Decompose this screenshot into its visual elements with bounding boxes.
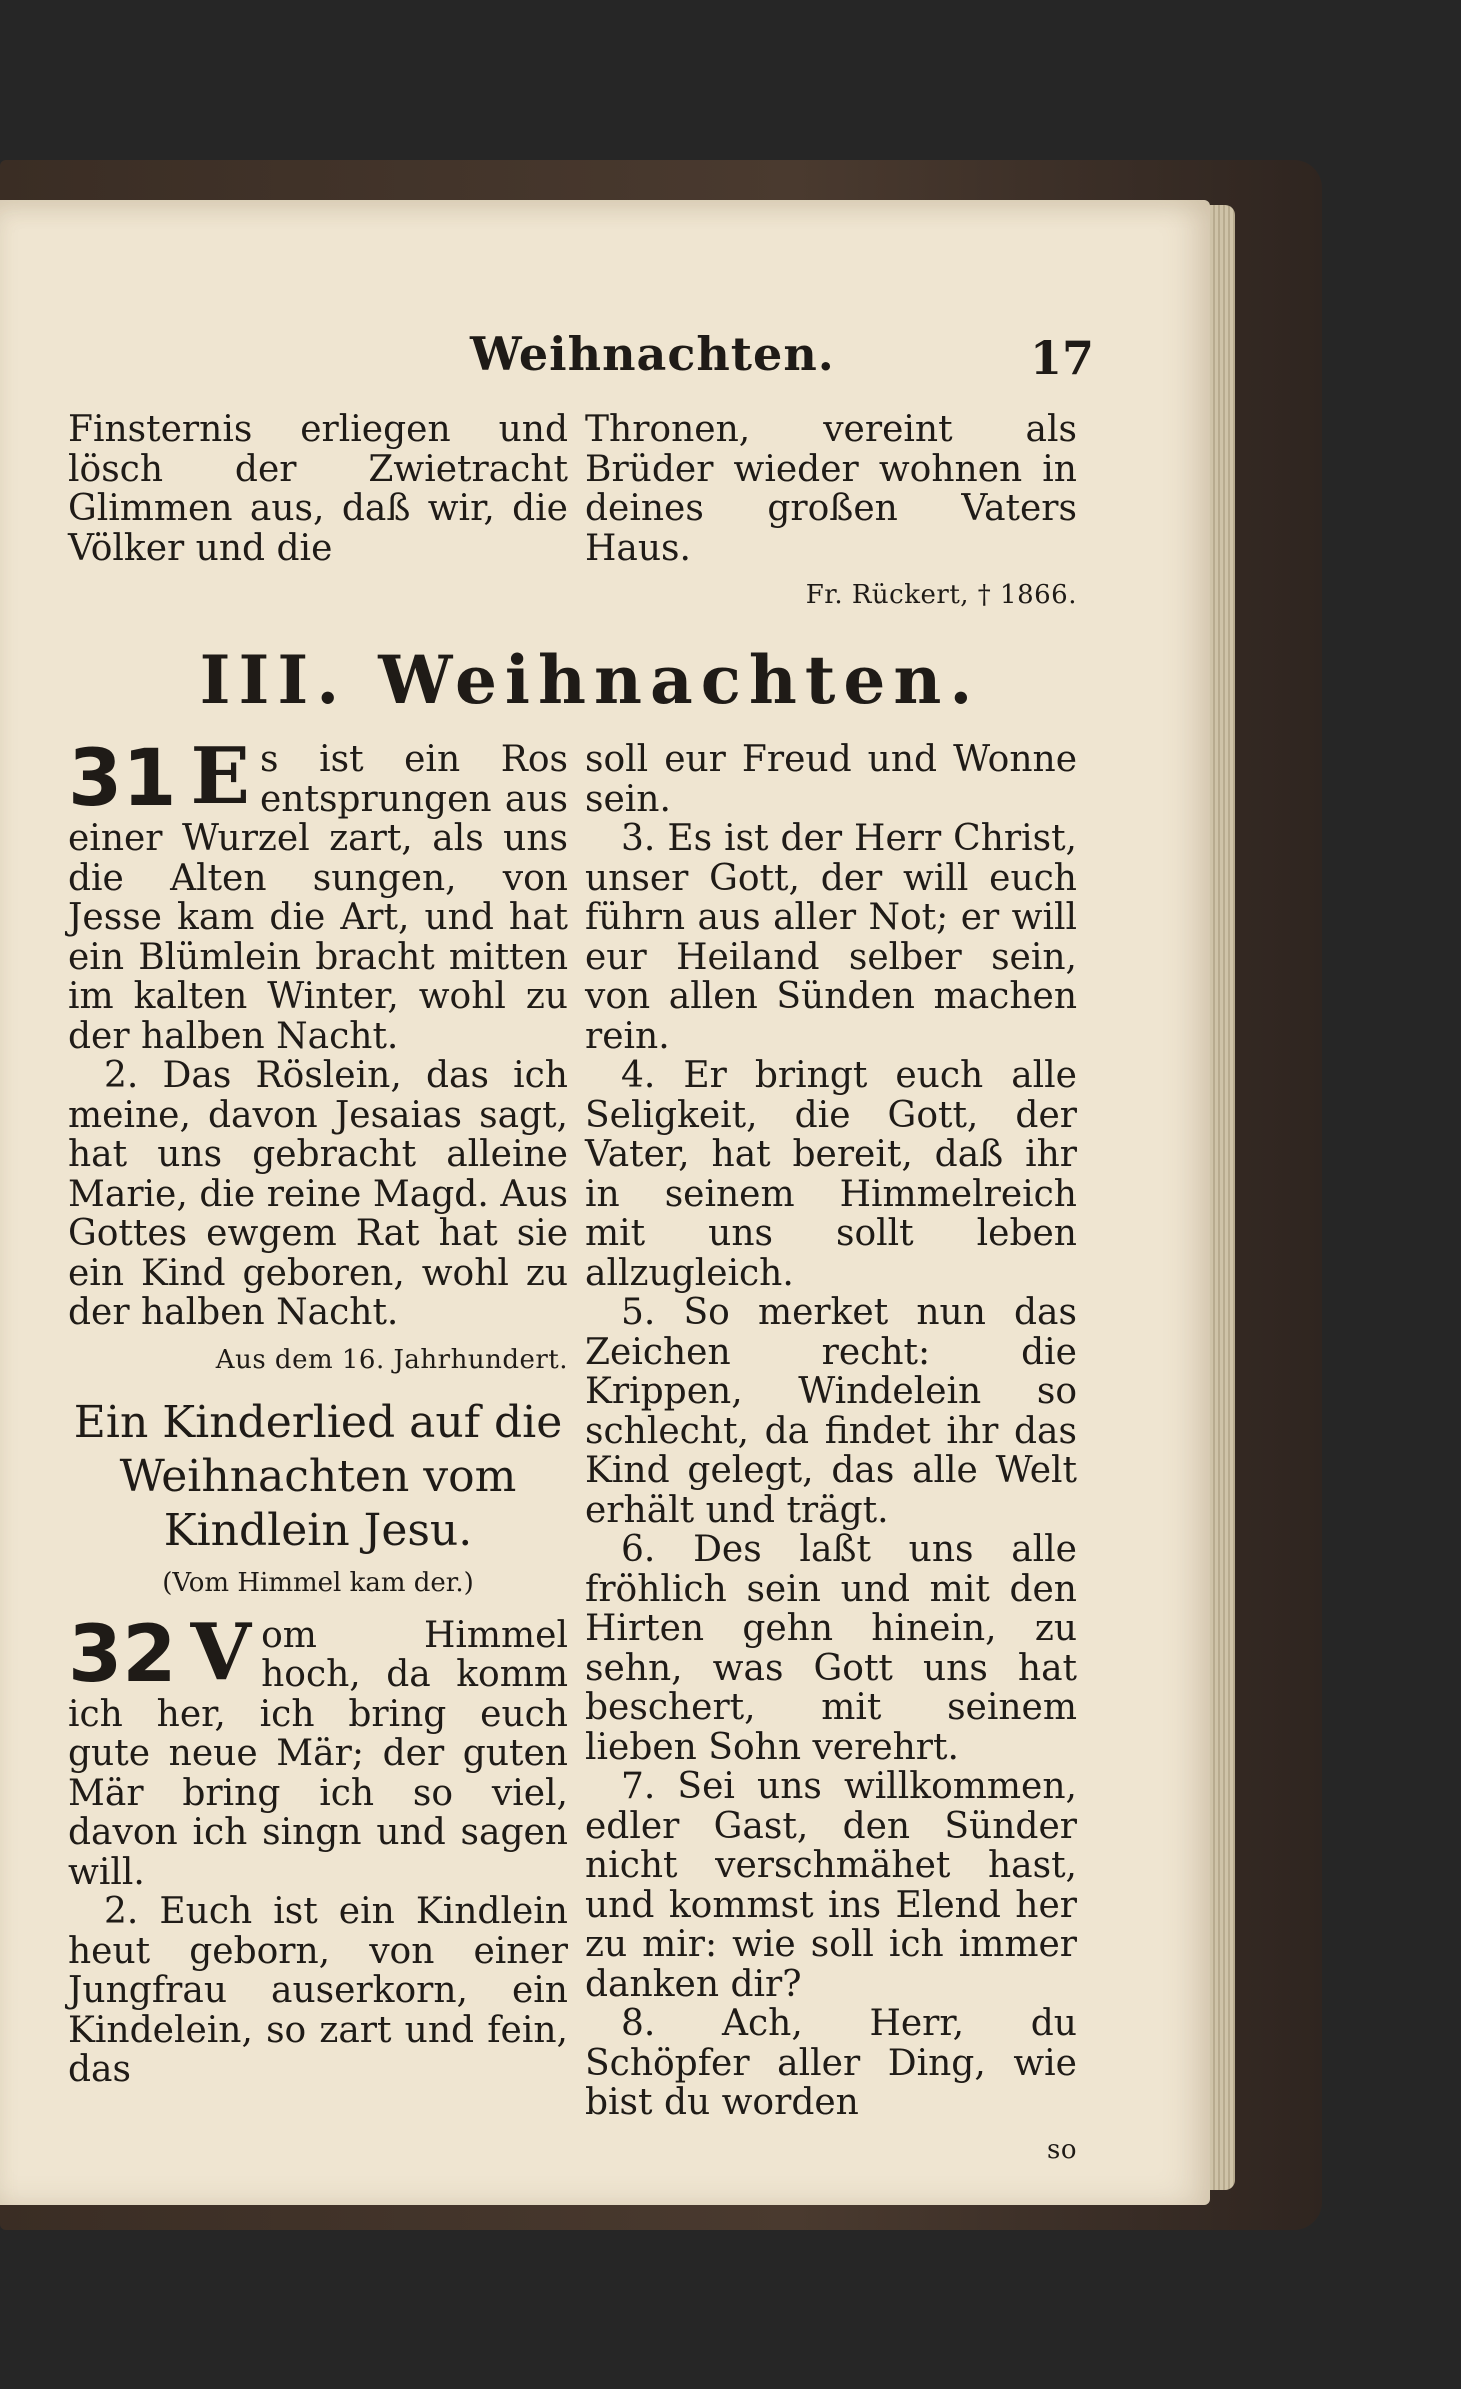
hymn-32-verse-4: 4. Er bringt euch alle Seligkeit, die Gott, der Vater, hat bereit, daß ihr in seinem Himmelreich mit uns sollt leben allzugleich. [585, 1055, 1077, 1294]
drop-cap: V [190, 1606, 252, 1698]
hymn-32-verse-8: 8. Ach, Herr, du Schöpfer aller Ding, wie bist du worden [585, 2003, 1077, 2123]
page-number: 17 [1030, 331, 1095, 385]
hymn-31-verse-2: 2. Das Röslein, das ich meine, davon Jesaias sagt, hat uns gebracht alleine Marie, die reine Magd. Aus Gottes ewgem Rat hat sie ein Kind geboren, wohl zu der halben Nacht. [68, 1055, 568, 1333]
hymn-32-verse-2-continued: soll eur Freud und Wonne sein. [585, 739, 1077, 820]
hymn-31 [68, 731, 568, 1380]
left-column [68, 731, 568, 2090]
catchword: so [1047, 2134, 1077, 2165]
carryover-right-text: Thronen, vereint als Brüder wieder wohnen in deines großen Vaters Haus. [585, 409, 1077, 569]
hymn-32-verse-3: 3. Es ist der Herr Christ, unser Gott, der will euch führn aus aller Not; er will eur Heiland selber sein, von allen Sünden machen rein. [585, 818, 1077, 1057]
hymn-32-verse-6: 6. Des laßt uns alle fröhlich sein und mit den Hirten gehn hinein, zu sehn, was Gott uns hat beschert, mit seinem lieben Sohn verehrt. [585, 1529, 1077, 1768]
right-column [585, 740, 1077, 2170]
carryover-attribution: Fr. Rückert, † 1866. [805, 580, 1077, 610]
book-page [0, 200, 1210, 2205]
carryover-right-column [585, 410, 1077, 616]
hymn-32-verse-1: om Himmel hoch, da komm ich her, ich bring euch gute neue Mär; der guten Mär bring ich so viel, davon ich singn und sagen will. [68, 1614, 568, 1893]
hymn-31-verse-1: s ist ein Ros entsprungen aus einer Wurzel zart, als uns die Alten sungen, von Jesse kam die Art, und hat ein Blümlein bracht mitten im kalten Winter, wohl zu der halben Nacht. [68, 739, 568, 1057]
hymn-32-subtitle: (Vom Himmel kam der.) [162, 1568, 474, 1598]
hymn-32-verse-7: 7. Sei uns willkommen, edler Gast, den Sünder nicht verschmähet hast, und kommst ins Elend her zu mir: wie soll ich immer danken dir? [585, 1766, 1077, 2005]
section-title: III. Weihnachten. [199, 641, 981, 719]
hymn-31-attribution: Aus dem 16. Jahrhundert. [215, 1344, 568, 1375]
carryover-left-column [68, 410, 568, 568]
hymn-number: 32 [68, 1609, 177, 1700]
drop-cap: E [190, 731, 250, 822]
hymn-32-verse-5: 5. So merket nun das Zeichen recht: die Krippen, Windelein so schlecht, da findet ihr das Kind gelegt, das alle Welt erhält und trägt. [585, 1292, 1077, 1531]
hymn-number: 31 [68, 734, 177, 824]
hymn-32 [68, 1396, 568, 2090]
carryover-left-text: Finsternis erliegen und lösch der Zwietracht Glimmen aus, daß wir, die Völker und die [68, 409, 568, 569]
hymn-32-title: Ein Kinderlied auf die Weihnachten vom Kindlein Jesu. [73, 1397, 563, 1556]
hymn-32-verse-2: 2. Euch ist ein Kindlein heut geborn, von einer Jungfrau auserkorn, ein Kindelein, so zart und fein, das [68, 1891, 568, 2090]
running-head: Weihnachten. [470, 327, 835, 381]
